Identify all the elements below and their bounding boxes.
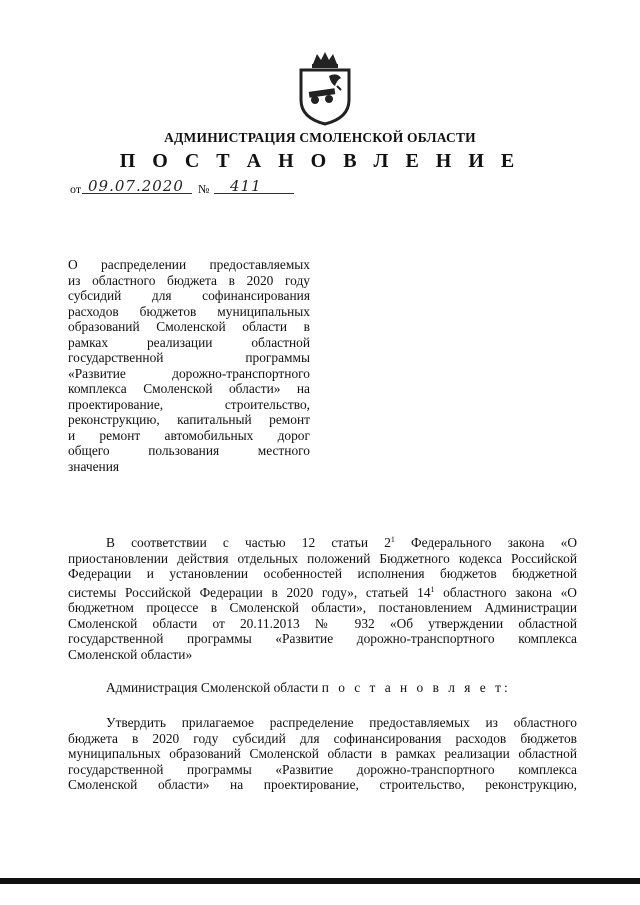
preamble-line: В соответствии с частью 12 статьи $2^1$ Федерального закона «О bbox=[106, 535, 577, 550]
preamble-line: системы Российской Федерации в 2020 году», статьей $14^1$ областного закона «О bbox=[68, 584, 577, 600]
organization-name: АДМИНИСТРАЦИЯ СМОЛЕНСКОЙ ОБЛАСТИ bbox=[164, 130, 476, 145]
subject-line: «Развитие дорожно-транспортного bbox=[68, 365, 310, 381]
date-underline bbox=[82, 193, 192, 194]
date-label: от bbox=[70, 182, 82, 196]
subject-line: реконструкцию, капитальный ремонт bbox=[68, 412, 310, 427]
body-line: бюджета в 2020 году субсидий для софинансирования расходов бюджетов bbox=[68, 730, 577, 746]
smolensk-coat-of-arms-icon bbox=[293, 50, 357, 126]
date-value: 09.07.2020 bbox=[88, 177, 184, 195]
subject-line: расходов бюджетов муниципальных bbox=[68, 303, 310, 319]
subject-line: субсидий для софинансирования bbox=[68, 288, 310, 303]
body-line: Смоленской области» на проектирование, строительство, реконструкцию, bbox=[68, 777, 577, 792]
subject-line: О распределении предоставляемых bbox=[68, 257, 310, 272]
subject-line: общего пользования местного bbox=[68, 443, 310, 458]
preamble-paragraph bbox=[68, 532, 577, 662]
subject-line: комплекса Смоленской области» на bbox=[68, 381, 310, 396]
scan-edge-bar bbox=[0, 878, 640, 884]
body-paragraph bbox=[68, 715, 577, 793]
body-line: государственной программы «Развитие дорожно-транспортного комплекса bbox=[68, 761, 577, 777]
decree-lead: Администрация Смоленской области bbox=[106, 680, 322, 695]
subject-line: и ремонт автомобильных дорог bbox=[68, 427, 310, 443]
subject-line: проектирование, строительство, bbox=[68, 396, 310, 412]
subject-line: образований Смоленской области в bbox=[68, 319, 310, 334]
preamble-line: Смоленской области от 20.11.2013 № 932 «Об утверждении областной bbox=[68, 615, 577, 631]
preamble-line: бюджетном процессе в Смоленской области», постановлением Администрации bbox=[68, 600, 577, 615]
body-line: Утвердить прилагаемое распределение предоставляемых из областного bbox=[106, 715, 577, 730]
preamble-line: государственной программы «Развитие дорожно-транспортного комплекса bbox=[68, 631, 577, 646]
document-type-title: П О С Т А Н О В Л Е Н И Е bbox=[119, 150, 521, 172]
body-line: муниципальных образований Смоленской области в рамках реализации областной bbox=[68, 746, 577, 761]
preamble-line: Смоленской области» bbox=[68, 646, 193, 662]
number-underline bbox=[214, 193, 294, 194]
document-subject bbox=[68, 257, 310, 474]
decree-verb: п о с т а н о в л я е т: bbox=[321, 680, 511, 695]
subject-line: из областного бюджета в 2020 году bbox=[68, 272, 310, 288]
number-value: 411 bbox=[230, 177, 262, 195]
number-label: № bbox=[198, 182, 210, 196]
preamble-line: приостановлении действия отдельных положений Бюджетного кодекса Российской bbox=[68, 550, 577, 566]
document-meta bbox=[70, 177, 330, 197]
preamble-line: Федерации и установлении особенностей исполнения бюджетов бюджетной bbox=[68, 566, 577, 581]
subject-line: рамках реализации областной bbox=[68, 334, 310, 350]
subject-line: государственной программы bbox=[68, 350, 310, 365]
subject-line: значения bbox=[68, 458, 120, 474]
decree-statement bbox=[106, 680, 511, 696]
